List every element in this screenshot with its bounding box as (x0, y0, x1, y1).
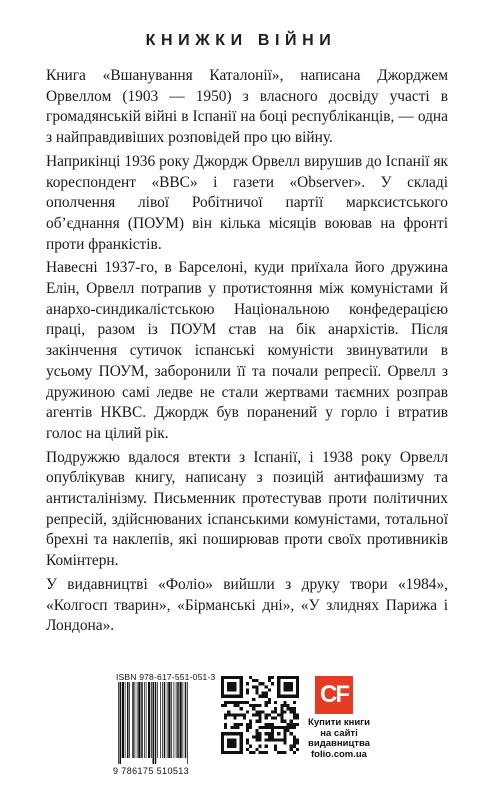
series-title: КНИЖКИ ВІЙНИ (145, 32, 337, 49)
qr-code (221, 676, 299, 754)
shop-text (300, 718, 378, 760)
paragraph-3: Навесні 1937-го, в Барселоні, куди приїхала його дружина Елін, Орвелл потрапив у протистояння між комуністами й анархо-синдикалістською Національною конфедерацією праці, разом із ПОУМ став на бік анархістів. Після закінчення сутичок іспанські комуністи звинуватили в усьому ПОУМ, заборонили її та почали репресії. Орвелл з дружиною самі ледве не стали жертвами таємних розправ агентів НКВС. Джордж був поранений у горло і втратив голос на цілий рік. (46, 259, 448, 442)
paragraph-4: Подружжю вдалося втекти з Іспанії, і 1938 року Орвелл опублікував книгу, написану з позицій антифашизму та антисталінізму. Письменник протестував проти політичних репресій, здійснюваних іспанськими комуністами, тотальної брехні та наклепів, які поширював проти своїх противників Комінтерн. (46, 448, 448, 570)
shop-url: folio.com.ua (311, 748, 367, 760)
publisher-logo: CF (315, 676, 353, 714)
back-cover-text (46, 66, 448, 640)
barcode (118, 682, 210, 764)
shop-line-1: Купити книги (308, 717, 370, 728)
paragraph-2: Наприкінці 1936 року Джордж Орвелл вирушив до Іспанії як кореспондент «BBC» і газети «Observer». У складі ополчення лівої Робітничої партії марксистського об’єднання (ПОУМ) він кілька місяців воював на фронті проти франкістів. (46, 152, 448, 253)
paragraph-1: Книга «Вшанування Каталонії», написана Джорджем Орвеллом (1903 — 1950) з власного досвіду участі в громадянській війні в Іспанії на боці республіканців, — одна з найправдивіших розповідей про цю війну. (46, 67, 448, 147)
shop-line-2: на сайті (320, 727, 358, 739)
paragraph-5: У видавництві «Фоліо» вийшли з друку твори «1984», «Колгосп тварин», «Бірманські дні», «У злиднях Парижа і Лондона». (46, 575, 448, 635)
isbn-label: ISBN 978-617-551-051-3 (116, 672, 216, 682)
shop-line-3: видавництва (308, 738, 370, 749)
barcode-digits: 9 786175 510513 (113, 766, 190, 776)
